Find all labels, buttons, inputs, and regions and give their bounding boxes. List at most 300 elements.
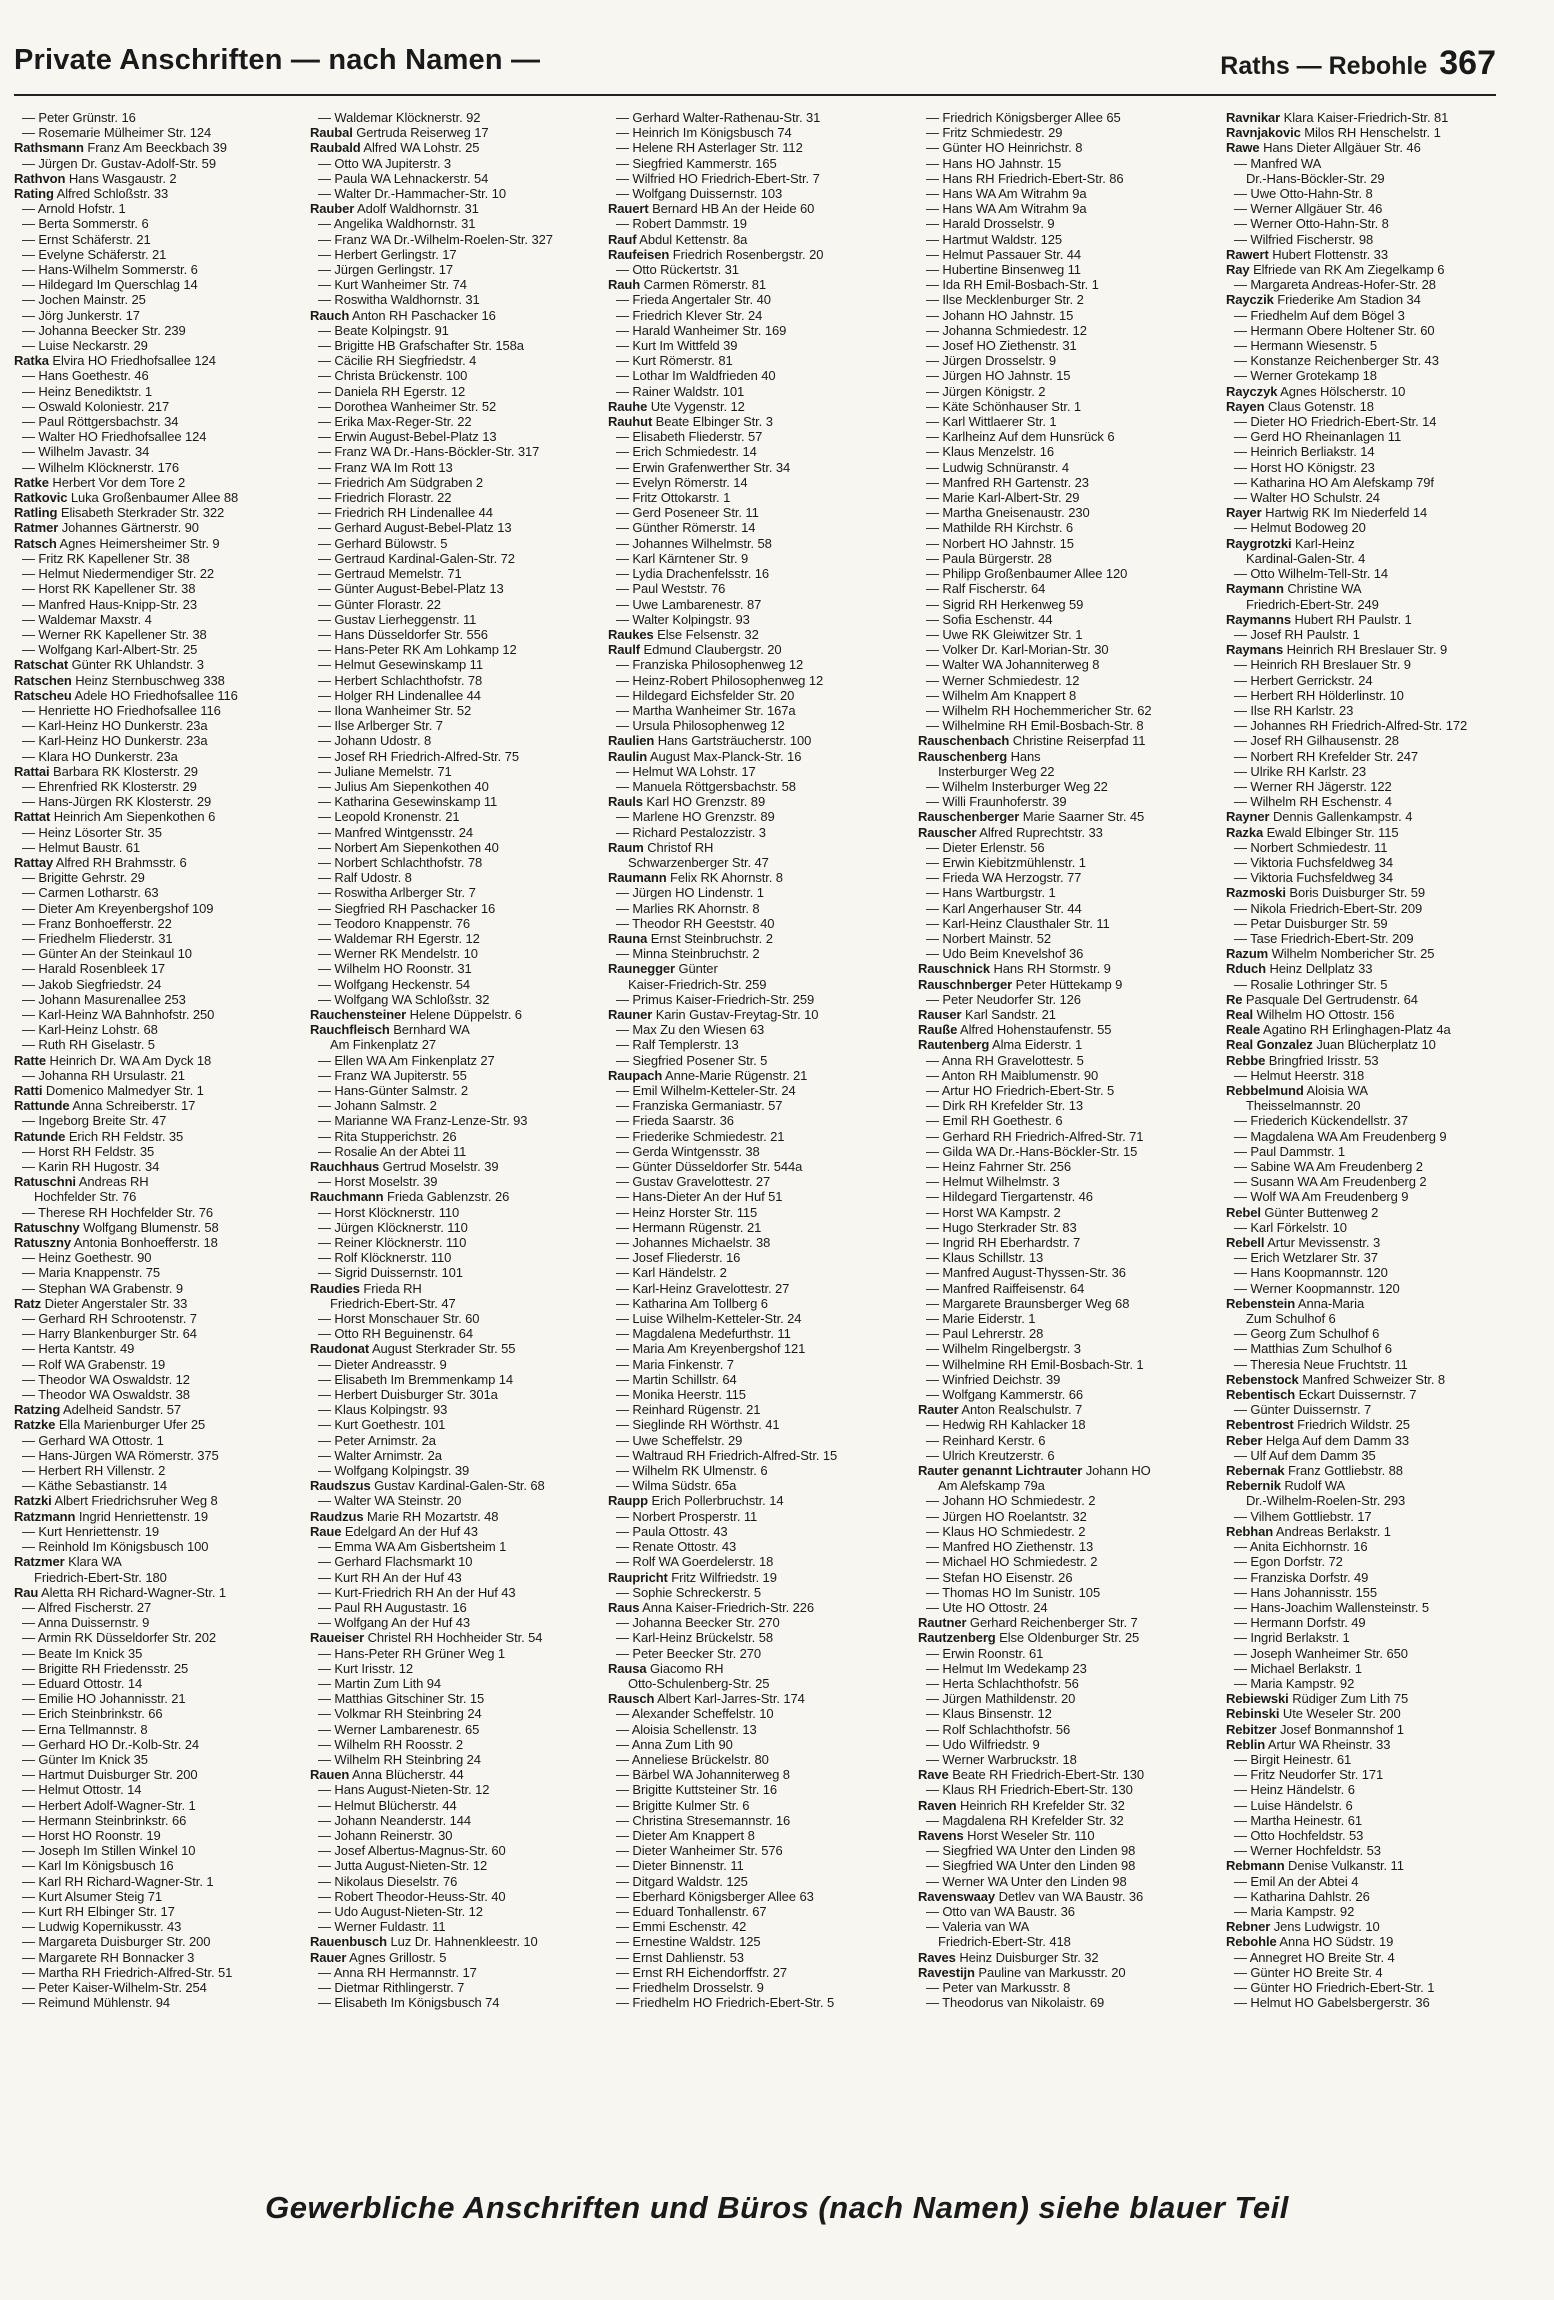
entry-text: — Gertraud Kardinal-Galen-Str. 72 [318,550,515,566]
directory-entry [1226,1554,1528,1569]
entry-text: — Matthias Gitschiner Str. 15 [318,1691,485,1707]
entry-text: — Günter HO Breite Str. 4 [1234,1964,1383,1980]
entry-text: — Werner Allgäuer Str. 46 [1234,201,1383,217]
entry-text: — Roswitha Waldhornstr. 31 [318,292,480,308]
entry-text: — Karl Angerhauser Str. 44 [926,900,1082,916]
entry-text: — Helmut Ottostr. 14 [22,1782,142,1798]
directory-entry [918,1311,1220,1326]
directory-entry [14,1326,316,1341]
directory-entry [1226,368,1528,383]
entry-text: — Otto WA Jupiterstr. 3 [318,155,452,171]
entry-surname: Ratkovic [14,490,68,506]
entry-text: — Leopold Kronenstr. 21 [318,809,460,825]
directory-entry [608,460,910,475]
entry-surname: Reber [1226,1432,1263,1448]
directory-entry [1226,1539,1528,1554]
directory-entry [918,1752,1220,1767]
directory-entry [14,1858,316,1873]
directory-entry [918,1828,1220,1843]
directory-entry [918,262,1220,277]
directory-entry [14,1159,316,1174]
directory-entry [608,1098,910,1113]
directory-entry [14,1813,316,1828]
directory-entry [310,1965,612,1980]
entry-text: — Kurt RH Elbinger Str. 17 [22,1903,175,1919]
directory-entry [918,1995,1220,2010]
entry-text: — Wolfgang Kammerstr. 66 [926,1387,1084,1403]
directory-entry [310,870,612,885]
entry-text: — Karl Wittlaerer Str. 1 [926,414,1057,430]
entry-text: Alfred RH Brahmsstr. 6 [53,854,187,870]
directory-entry [14,1752,316,1767]
directory-entry [310,1129,612,1144]
entry-text: — Herta Kantstr. 49 [22,1341,135,1357]
entry-surname: Rebel [1226,1204,1261,1220]
directory-entry [14,931,316,946]
directory-entry [918,1934,1220,1949]
directory-entry [1226,597,1528,612]
entry-surname: Ravestijn [918,1964,975,1980]
entry-text: — Margareta Duisburger Str. 200 [22,1934,211,1950]
entry-text: — Heinz Lösorter Str. 35 [22,824,162,840]
entry-text: Elvira HO Friedhofsallee 124 [48,353,216,369]
entry-text: — Ehrenfried RK Klosterstr. 29 [22,778,197,794]
directory-entry [14,1281,316,1296]
directory-entry [14,262,316,277]
entry-text: — Hermann Rügenstr. 21 [616,1219,762,1235]
entry-text: — Manfred Wintgensstr. 24 [318,824,474,840]
entry-text: — Herbert Duisburger Str. 301a [318,1387,498,1403]
directory-entry [1226,733,1528,748]
directory-entry [1226,247,1528,262]
entry-text: — Hans WA Am Witrahm 9a [926,201,1087,217]
entry-text: Bernard HB An der Heide 60 [648,201,815,217]
directory-entry [14,444,316,459]
directory-entry [918,825,1220,840]
directory-entry [918,1068,1220,1083]
entry-text: — Günther Römerstr. 14 [616,520,756,536]
directory-entry [310,1189,612,1204]
directory-entry [608,673,910,688]
entry-text: — Margarete Braunsberger Weg 68 [926,1295,1130,1311]
directory-entry [14,627,316,642]
directory-entry [1226,1144,1528,1159]
entry-text: Karl Sandstr. 21 [961,1006,1056,1022]
directory-entry [608,1478,910,1493]
directory-entry [918,673,1220,688]
directory-entry [310,1767,612,1782]
directory-entry [1226,277,1528,292]
entry-text: Jens Ludwigstr. 10 [1270,1919,1380,1935]
directory-entry [1226,1341,1528,1356]
directory-entry [310,809,612,824]
entry-text: — Sabine WA Am Freudenberg 2 [1234,1159,1423,1175]
entry-surname: Rauter genannt Lichtrauter [918,1463,1083,1479]
entry-text: — Helmut Im Wedekamp 23 [926,1660,1087,1676]
entry-surname: Rebbe [1226,1052,1266,1068]
entry-text: — Rita Stupperichstr. 26 [318,1128,457,1144]
directory-entry [310,1661,612,1676]
entry-text: — Friedhelm Fliederstr. 31 [22,930,173,946]
entry-text: — Rosalie An der Abtei 11 [318,1143,467,1159]
entry-text: Dennis Gallenkampstr. 4 [1269,809,1413,825]
entry-text: — Renate Ottostr. 43 [616,1539,737,1555]
directory-entry [608,1037,910,1052]
entry-text: — Wolfgang Duissernstr. 103 [616,186,783,202]
directory-entry [310,1357,612,1372]
directory-entry [1226,1722,1528,1737]
entry-surname: Ratzki [14,1493,52,1509]
directory-entry [918,1813,1220,1828]
directory-entry [1226,1053,1528,1068]
directory-entry [918,688,1220,703]
entry-surname: Rauhut [608,414,653,430]
entry-text: — Petar Duisburger Str. 59 [1234,915,1388,931]
directory-entry [608,368,910,383]
entry-text: — Hans-Peter RH Grüner Weg 1 [318,1645,505,1661]
directory-entry [14,429,316,444]
entry-text: — Horst RK Kapellener Str. 38 [22,581,196,597]
entry-text: — Helmut Gesewinskamp 11 [318,657,483,673]
directory-entry [918,1509,1220,1524]
entry-text: — Kurt Irisstr. 12 [318,1660,414,1676]
entry-text: — Werner Koopmannstr. 120 [1234,1280,1400,1296]
directory-entry [918,1007,1220,1022]
directory-entry [608,384,910,399]
entry-text: Agatino RH Erlinghagen-Platz 4a [1260,1022,1451,1038]
entry-text: — Peter Neudorfer Str. 126 [926,991,1081,1007]
directory-entry [918,1615,1220,1630]
directory-entry [918,1189,1220,1204]
entry-text: — Manfred WA [1234,155,1322,171]
entry-text: — Günter HO Friedrich-Ebert-Str. 1 [1234,1979,1435,1995]
directory-entry [1226,323,1528,338]
directory-entry [14,566,316,581]
directory-entry [608,475,910,490]
entry-text: Friedrich Rosenbergstr. 20 [669,246,824,262]
directory-entry [1226,414,1528,429]
directory-entry [310,1995,612,2010]
directory-entry [14,1570,316,1585]
entry-text: Albert Friedrichsruher Weg 8 [51,1493,218,1509]
directory-entry [608,1250,910,1265]
directory-entry [14,885,316,900]
directory-entry [1226,1387,1528,1402]
directory-entry [14,673,316,688]
entry-surname: Raubal [310,125,353,141]
entry-text: — Wilma Südstr. 65a [616,1478,737,1494]
directory-entry [918,1022,1220,1037]
entry-text: — Kurt Alsumer Steig 71 [22,1888,163,1904]
directory-entry [1226,232,1528,247]
directory-entry [918,536,1220,551]
entry-text: — Brigitte RH Friedensstr. 25 [22,1660,189,1676]
directory-entry [918,901,1220,916]
directory-entry [310,1752,612,1767]
entry-text: — Waldemar RH Egerstr. 12 [318,930,480,946]
entry-text: Günter [675,961,718,977]
entry-text: — Johanna Beecker Str. 239 [22,322,186,338]
entry-text: Helga Auf dem Damm 33 [1262,1432,1410,1448]
directory-entry [1226,1995,1528,2010]
directory-entry [14,1265,316,1280]
entry-text: — Walter Dr.-Hammacher-Str. 10 [318,186,506,202]
entry-text: — Sigrid RH Herkenweg 59 [926,596,1084,612]
directory-entry [1226,1113,1528,1128]
entry-surname: Rave [918,1767,949,1783]
directory-entry [608,1357,910,1372]
entry-surname: Rduch [1226,961,1266,977]
entry-text: — Karin RH Hugostr. 34 [22,1159,160,1175]
entry-text: — Vilhem Gottliebstr. 17 [1234,1508,1372,1524]
entry-surname: Razum [1226,946,1269,962]
entry-text: — Karl-Heinz WA Bahnhofstr. 250 [22,1006,215,1022]
directory-entry [608,1007,910,1022]
entry-text: — Christina Stresemannstr. 16 [616,1812,791,1828]
directory-entry [310,1235,612,1250]
directory-entry [14,338,316,353]
directory-entry [608,1889,910,1904]
entry-text: — Norbert HO Jahnstr. 15 [926,535,1074,551]
entry-text: — Katharina HO Am Alefskamp 79f [1234,474,1434,490]
entry-text: — Franziska Dorfstr. 49 [1234,1569,1369,1585]
directory-entry [1226,1235,1528,1250]
directory-entry [14,1235,316,1250]
entry-text: — Friedhelm Auf dem Bögel 3 [1234,307,1405,323]
entry-text: Dr.-Hans-Böckler-Str. 29 [1246,170,1385,186]
directory-entry [14,825,316,840]
entry-text: — Johanna RH Ursulastr. 21 [22,1067,185,1083]
directory-entry [310,1828,612,1843]
directory-entry [1226,946,1528,961]
directory-entry [310,946,612,961]
directory-entry [608,1767,910,1782]
directory-entry [1226,1022,1528,1037]
directory-entry [1226,1858,1528,1873]
directory-entry [14,536,316,551]
entry-text: — Ilse Arlberger Str. 7 [318,718,443,734]
entry-text: — Hugo Sterkrader Str. 83 [926,1219,1077,1235]
directory-entry [1226,186,1528,201]
entry-text: — Cäcilie RH Siegfriedstr. 4 [318,353,477,369]
entry-text: — Annegret HO Breite Str. 4 [1234,1949,1395,1965]
entry-text: — Mathilde RH Kirchstr. 6 [926,520,1074,536]
directory-entry [608,642,910,657]
directory-entry [14,520,316,535]
entry-text: — Otto RH Beguinenstr. 64 [318,1326,474,1342]
entry-text: — Erich Wetzlarer Str. 37 [1234,1250,1378,1266]
directory-entry [1226,156,1528,171]
directory-entry [310,1615,612,1630]
entry-text: Manfred Schweizer Str. 8 [1298,1371,1446,1387]
entry-text: Milos RH Henschelstr. 1 [1300,125,1441,141]
entry-text: — Paula Bürgerstr. 28 [926,550,1052,566]
directory-entry [918,961,1220,976]
entry-text: — Rolf WA Goerdelerstr. 18 [616,1554,774,1570]
directory-entry [14,277,316,292]
entry-surname: Ratling [14,505,58,521]
directory-entry [1226,1478,1528,1493]
entry-surname: Rauhe [608,398,648,414]
directory-entry [310,399,612,414]
directory-entry [310,992,612,1007]
entry-text: — Jürgen Mathildenstr. 20 [926,1691,1076,1707]
page-title: Private Anschriften — nach Namen — [14,44,541,76]
entry-text: — Heinz-Robert Philosophenweg 12 [616,672,824,688]
entry-text: — Wilfried HO Friedrich-Ebert-Str. 7 [616,170,820,186]
directory-entry [310,703,612,718]
directory-entry [1226,1311,1528,1326]
directory-entry [1226,171,1528,186]
entry-surname: Rauf [608,231,637,247]
entry-text: — Karl Förkelstr. 10 [1234,1219,1347,1235]
entry-text: — Ruth RH Giselastr. 5 [22,1037,155,1053]
directory-entry [1226,429,1528,444]
entry-text: — Emil RH Goethestr. 6 [926,1113,1063,1129]
directory-entry [1226,1433,1528,1448]
directory-entry [918,1782,1220,1797]
entry-text: — Richard Pestalozzistr. 3 [616,824,766,840]
entry-text: — Karl-Heinz Clausthaler Str. 11 [926,915,1110,931]
entry-text: — Günter Düsseldorfer Str. 544a [616,1159,803,1175]
entry-text: — Franz WA Dr.-Hans-Böckler-Str. 317 [318,444,540,460]
entry-surname: Raven [918,1797,957,1813]
entry-text: Am Finkenplatz 27 [330,1037,436,1053]
entry-text: — Rainer Waldstr. 101 [616,383,745,399]
entry-text: — Manfred Raiffeisenstr. 64 [926,1280,1085,1296]
entry-text: Ella Marienburger Ufer 25 [55,1417,206,1433]
entry-text: — Ernst Schäferstr. 21 [22,231,151,247]
directory-entry [918,1296,1220,1311]
directory-entry [918,1174,1220,1189]
directory-entry [608,110,910,125]
directory-entry [608,1615,910,1630]
directory-entry [14,809,316,824]
entry-text: — Gerhard RH Schrootenstr. 7 [22,1311,197,1327]
entry-text: — Fritz Ottokarstr. 1 [616,490,731,506]
entry-text: Kaiser-Friedrich-Str. 259 [628,976,767,992]
directory-entry [14,1661,316,1676]
directory-entry [1226,1098,1528,1113]
entry-surname: Ratschen [14,672,72,688]
directory-entry [918,216,1220,231]
entry-text: — Reimund Mühlenstr. 94 [22,1995,170,2011]
directory-entry [1226,1904,1528,1919]
directory-entry [1226,1676,1528,1691]
entry-text: Herbert Vor dem Tore 2 [48,474,186,490]
entry-surname: Rebell [1226,1235,1265,1251]
directory-entry [608,718,910,733]
entry-text: — Eduard Ottostr. 14 [22,1675,143,1691]
directory-entry [608,733,910,748]
entry-text: Friedrich-Ebert-Str. 180 [34,1569,167,1585]
entry-text: — Dietmar Rithlingerstr. 7 [318,1979,465,1995]
entry-surname: Raymann [1226,581,1284,597]
entry-surname: Rattay [14,854,54,870]
directory-entry [608,1129,910,1144]
entry-text: — Kurt Wanheimer Str. 74 [318,277,467,293]
directory-entry [918,855,1220,870]
entry-surname: Raygrotzki [1226,535,1292,551]
entry-text: — Elisabeth Im Königsbusch 74 [318,1995,500,2011]
directory-entry [310,1493,612,1508]
entry-text: — Friedrich Am Südgraben 2 [318,474,484,490]
entry-text: — Waldemar Maxstr. 4 [22,611,152,627]
directory-entry [14,1646,316,1661]
directory-entry [14,749,316,764]
directory-entry [918,1843,1220,1858]
directory-entry [608,216,910,231]
entry-text: — Jürgen HO Roelantstr. 32 [926,1508,1087,1524]
directory-entry [918,931,1220,946]
entry-text: — Rolf WA Grabenstr. 19 [22,1356,166,1372]
directory-entry [918,916,1220,931]
entry-text: Hartwig RK Im Niederfeld 14 [1261,505,1428,521]
directory-entry [918,764,1220,779]
entry-text: — Brigitte HB Grafschafter Str. 158a [318,338,524,354]
directory-entry [608,520,910,535]
entry-text: — Karl Händelstr. 2 [616,1265,727,1281]
entry-surname: Rauschenberg [918,748,1008,764]
directory-entry [310,885,612,900]
directory-entry [310,1585,612,1600]
entry-text: — Philipp Großenbaumer Allee 120 [926,566,1128,582]
directory-entry [608,764,910,779]
directory-entry [1226,688,1528,703]
entry-text: — Sieglinde RH Wörthstr. 41 [616,1417,780,1433]
entry-surname: Ravnikar [1226,110,1281,125]
entry-text: — Norbert RH Krefelder Str. 247 [1234,748,1419,764]
directory-column-2 [310,110,612,2160]
directory-entry [310,292,612,307]
directory-entry [310,125,612,140]
entry-text: — Wolfgang Kolpingstr. 39 [318,1463,470,1479]
entry-surname: Ratzing [14,1402,61,1418]
directory-entry [1226,536,1528,551]
directory-entry [1226,292,1528,307]
entry-text: — Wolfgang Heckenstr. 54 [318,976,470,992]
directory-entry [310,1205,612,1220]
entry-text: — Heinz Horster Str. 115 [616,1204,758,1220]
entry-text: — Brigitte Kuttsteiner Str. 16 [616,1782,778,1798]
entry-text: — Horst RH Feldstr. 35 [22,1143,155,1159]
entry-surname: Rebitzer [1226,1721,1277,1737]
directory-entry [310,1250,612,1265]
entry-text: — Kurt RH An der Huf 43 [318,1569,462,1585]
entry-text: — Hans-Jürgen RK Klosterstr. 29 [22,794,212,810]
directory-entry [608,429,910,444]
directory-entry [310,1159,612,1174]
directory-entry [608,125,910,140]
entry-surname: Ravnjakovic [1226,125,1301,141]
entry-text: Hubert Flottenstr. 33 [1268,246,1388,262]
entry-text: — Luise Händelstr. 6 [1234,1797,1353,1813]
entry-surname: Raudszus [310,1478,371,1494]
entry-text: — Reinhard Rügenstr. 21 [616,1402,761,1418]
entry-text: — Lothar Im Waldfrieden 40 [616,368,776,384]
entry-text: — Ilse RH Karlstr. 23 [1234,702,1354,718]
directory-entry [918,1858,1220,1873]
entry-text: — Henriette HO Friedhofsallee 116 [22,702,221,718]
entry-text: — Rosemarie Mülheimer Str. 124 [22,125,212,141]
directory-entry [918,140,1220,155]
directory-entry [918,885,1220,900]
entry-surname: Ratschat [14,657,69,673]
directory-entry [918,1585,1220,1600]
entry-text: — Hans Johannisstr. 155 [1234,1584,1377,1600]
entry-text: — Herbert Gerrickstr. 24 [1234,672,1373,688]
entry-text: Zum Schulhof 6 [1246,1311,1336,1327]
